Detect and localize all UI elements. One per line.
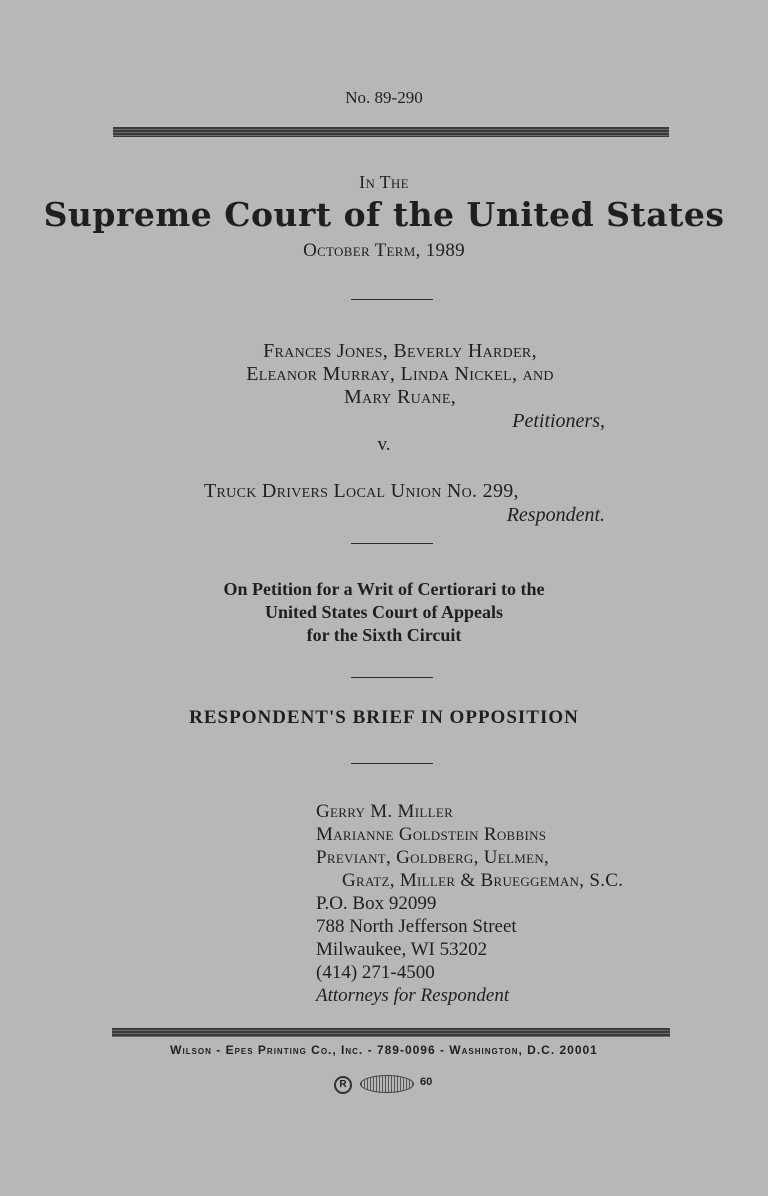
respondent-label: Respondent. (506, 504, 605, 526)
top-rule (113, 127, 669, 137)
union-bug-icon (360, 1075, 414, 1093)
union-label (334, 1074, 444, 1096)
petition-line: for the Sixth Circuit (306, 625, 462, 645)
petition-line: On Petition for a Writ of Certiorari to the (223, 579, 545, 599)
petition-description (0, 578, 768, 647)
po-box: P.O. Box 92099 (316, 893, 437, 914)
brief-title: RESPONDENT'S BRIEF IN OPPOSITION (189, 707, 579, 728)
street-address: 788 North Jefferson Street (316, 916, 517, 937)
divider-rule (351, 543, 433, 544)
printer-credit: Wilson - Epes Printing Co., Inc. - 789-0096 - Washington, D.C. 20001 (170, 1043, 598, 1057)
petition-line: United States Court of Appeals (264, 602, 503, 622)
petitioners-label: Petitioners, (512, 410, 605, 432)
in-the-label: In The (359, 172, 409, 192)
petitioners-line: Mary Ruane, (343, 386, 457, 408)
phone-number: (414) 271-4500 (316, 962, 435, 983)
attorneys-block (316, 800, 716, 1007)
bottom-rule (112, 1028, 670, 1037)
attorney-name: Gerry M. Miller (316, 801, 454, 822)
divider-rule (351, 763, 433, 764)
court-name: Supreme Court of the United States (43, 195, 725, 234)
registered-mark-icon: R (334, 1076, 352, 1094)
firm-name-continued: Gratz, Miller & Brueggeman, S.C. (342, 870, 624, 891)
petitioners-line: Eleanor Murray, Linda Nickel, and (246, 363, 554, 385)
city-state-zip: Milwaukee, WI 53202 (316, 939, 488, 960)
union-number: 60 (420, 1076, 433, 1088)
petitioners-line: Frances Jones, Beverly Harder, (263, 340, 537, 362)
court-term: October Term, 1989 (303, 240, 465, 261)
attorney-name: Marianne Goldstein Robbins (316, 824, 547, 845)
firm-name: Previant, Goldberg, Uelmen, (316, 847, 550, 868)
divider-rule (351, 299, 433, 300)
attorneys-role: Attorneys for Respondent (316, 985, 510, 1006)
docket-number: No. 89-290 (345, 88, 423, 107)
respondent-name: Truck Drivers Local Union No. 299, (204, 480, 519, 502)
petitioners-names (200, 340, 600, 409)
divider-rule (351, 677, 433, 678)
versus-label: v. (377, 434, 391, 455)
